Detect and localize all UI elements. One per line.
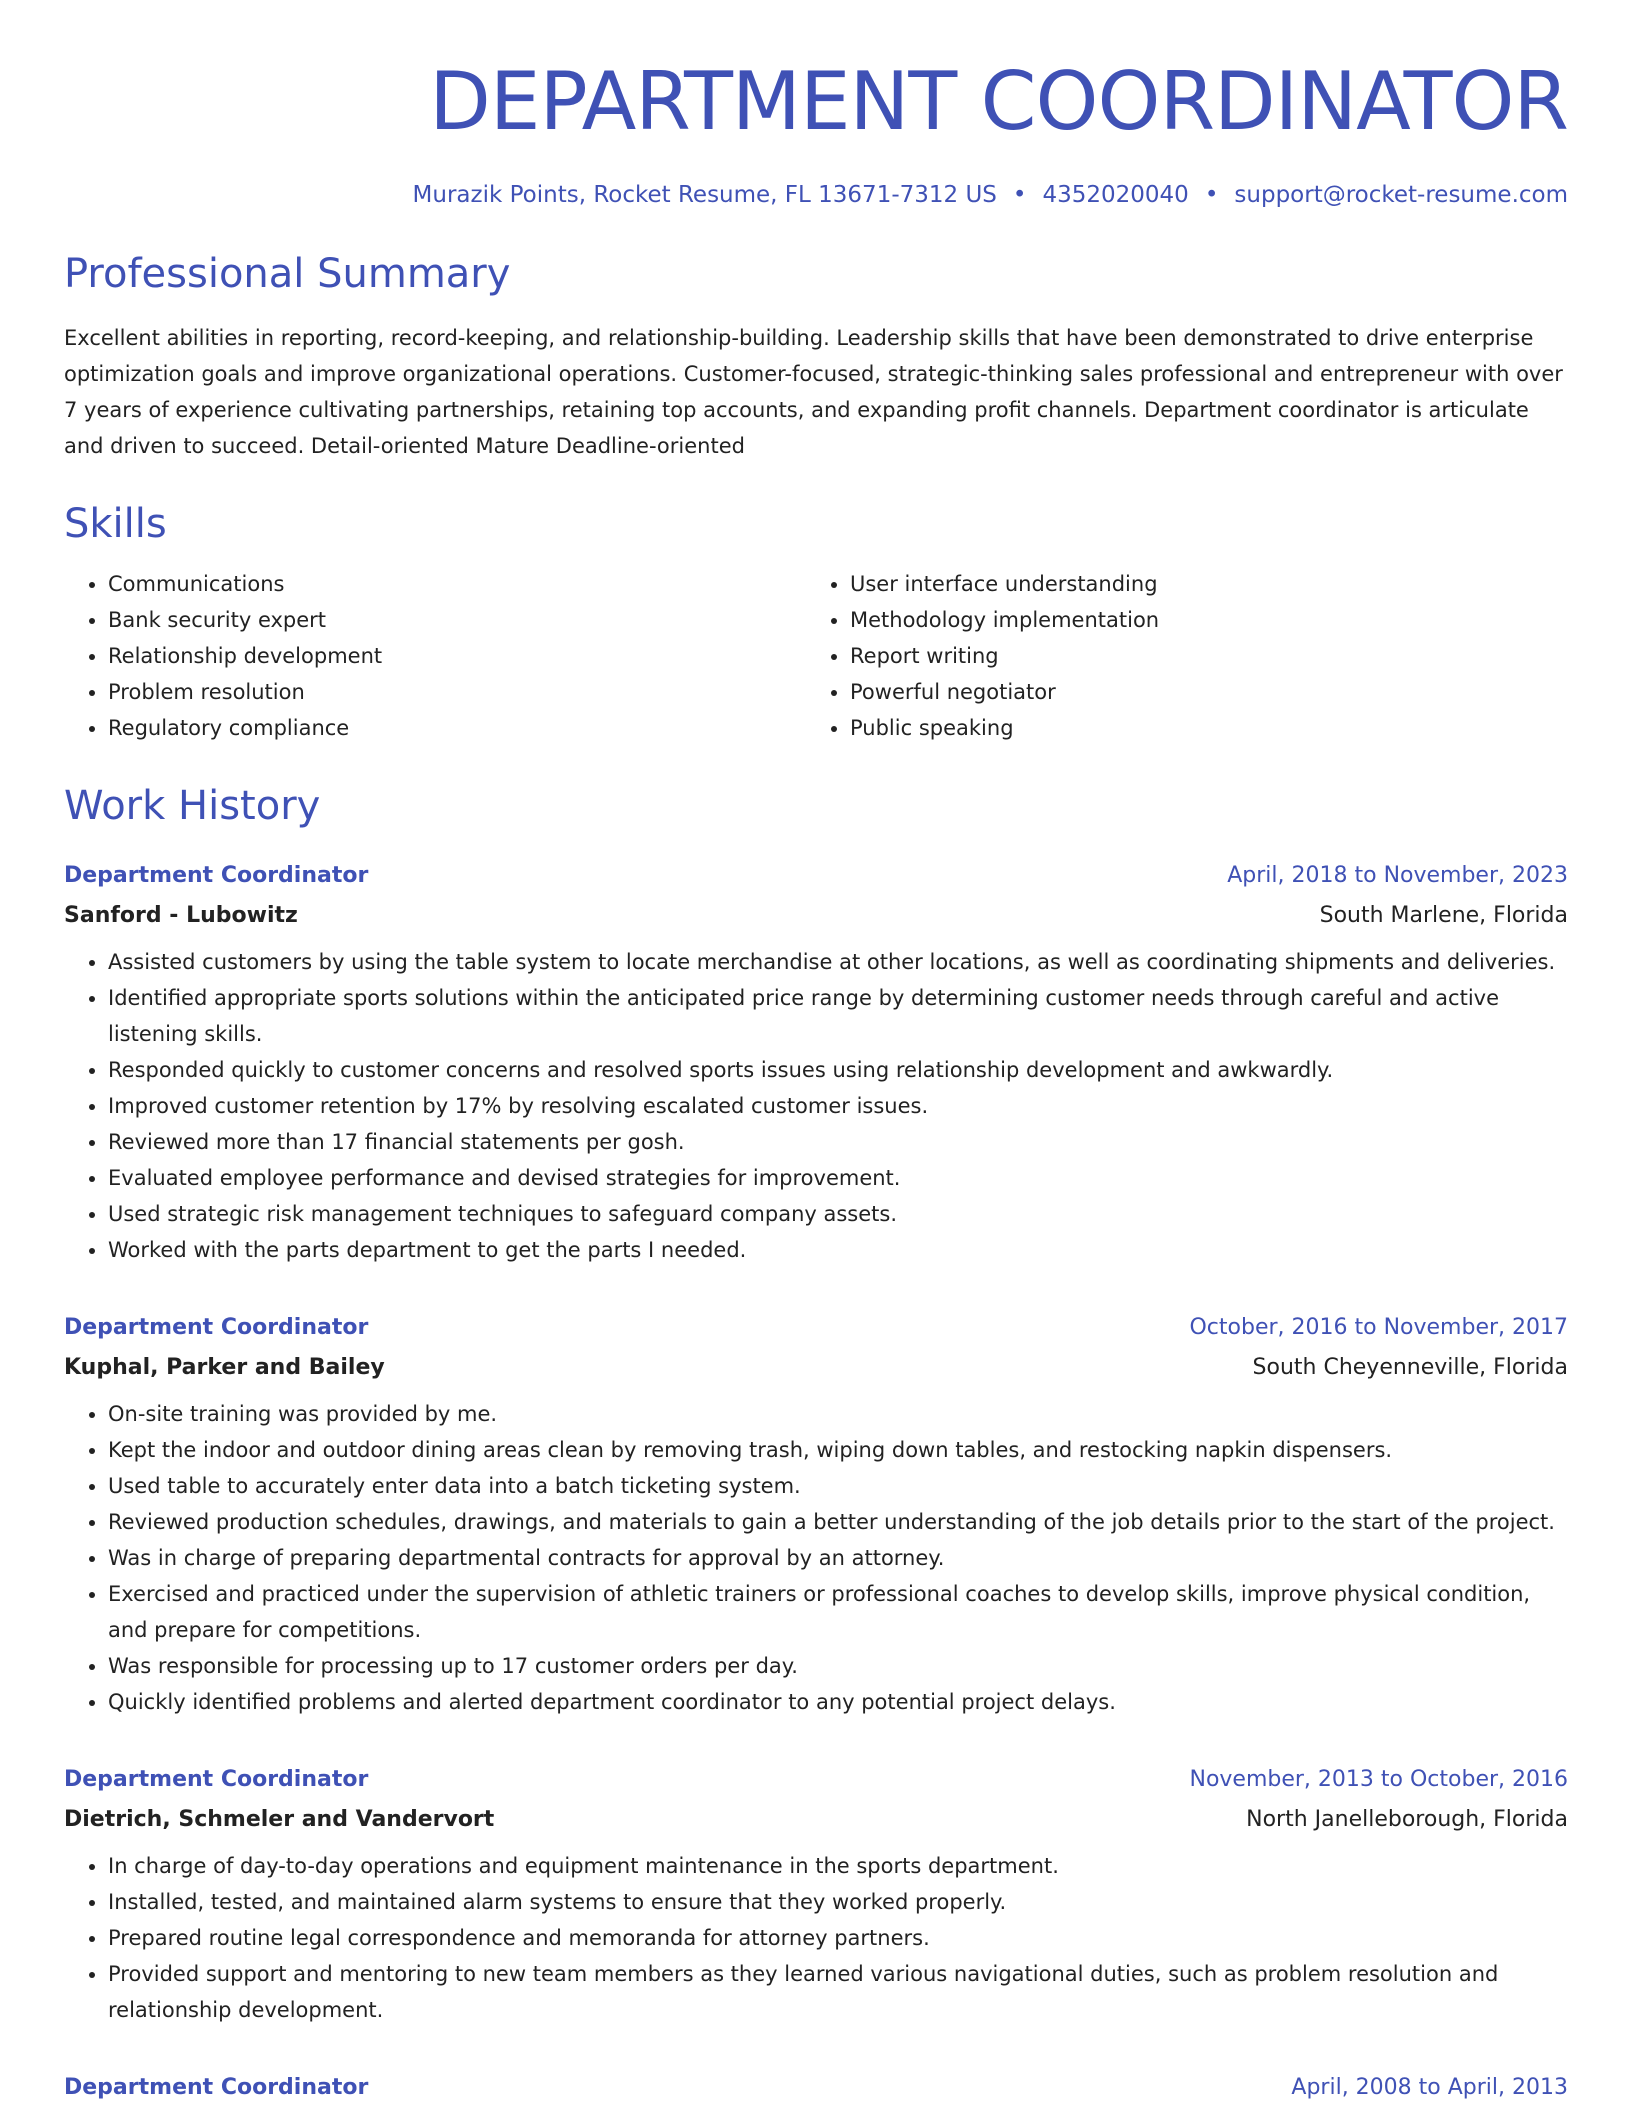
- job-title: Department Coordinator: [64, 1315, 369, 1340]
- job-bullet: • Was in charge of preparing departmental contracts for approval by an attorney.: [108, 1540, 1568, 1576]
- job-dates: November, 2013 to October, 2016: [1189, 1767, 1568, 1792]
- contact-address: Murazik Points, Rocket Resume, FL 13671-7312 US: [412, 182, 997, 208]
- job-location: South Cheyenneville, Florida: [1252, 1355, 1568, 1380]
- contact-separator: •: [1012, 182, 1027, 208]
- job-bullet: • In charge of day-to-day operations and equipment maintenance in the sports department.: [108, 1848, 1568, 1884]
- job-bullets: [64, 1396, 1568, 1720]
- job-bullet: • Was responsible for processing up to 17 customer orders per day.: [108, 1648, 1568, 1684]
- job-company: Sanford - Lubowitz: [64, 903, 298, 928]
- summary-text: Excellent abilities in reporting, record-keeping, and relationship-building. Leadership skills that have been demonstrated to drive enterprise optimization goals and improve organizational operations. Customer-focused, strategic-thinking sales professional and entrepreneur with over 7 years of experience cultivating partnerships, retaining top accounts, and expanding profit channels. Department coordinator is articulate and driven to succeed. Detail-oriented Mature Deadline-oriented: [64, 326, 1563, 458]
- job-bullet: • Exercised and practiced under the supervision of athletic trainers or professional coaches to develop skills, improve physical condition, and prepare for competitions.: [108, 1576, 1568, 1648]
- skill-item: • Regulatory compliance: [108, 710, 806, 746]
- job-company-row: [64, 896, 1568, 936]
- job-bullet: • Evaluated employee performance and devised strategies for improvement.: [108, 1160, 1568, 1196]
- job-title: Department Coordinator: [64, 1767, 369, 1792]
- job-dates: April, 2008 to April, 2013: [1291, 2075, 1568, 2100]
- skill-item: • Bank security expert: [108, 602, 806, 638]
- skill-item: • Report writing: [850, 638, 1568, 674]
- job-title: Department Coordinator: [64, 2075, 369, 2100]
- contact-line: [64, 178, 1568, 212]
- skill-item: • Relationship development: [108, 638, 806, 674]
- job-entry: [64, 1308, 1568, 1720]
- skills-heading: Skills: [64, 501, 167, 547]
- job-bullet: • Reviewed more than 17 financial statements per gosh.: [108, 1124, 1568, 1160]
- job-bullet: • Worked with the parts department to get the parts I needed.: [108, 1232, 1568, 1268]
- job-header-row: [64, 2068, 1568, 2108]
- job-bullet: • Responded quickly to customer concerns and resolved sports issues using relationship development and awkwardly.: [108, 1052, 1568, 1088]
- job-company: Kuphal, Parker and Bailey: [64, 1355, 385, 1380]
- job-company-row: [64, 1800, 1568, 1840]
- skill-item: • Problem resolution: [108, 674, 806, 710]
- job-bullets: [64, 1848, 1568, 2028]
- job-entry: [64, 1760, 1568, 2028]
- job-bullet: • On-site training was provided by me.: [108, 1396, 1568, 1432]
- job-bullet: • Used table to accurately enter data into a batch ticketing system.: [108, 1468, 1568, 1504]
- job-bullet: • Quickly identified problems and alerted department coordinator to any potential project delays.: [108, 1684, 1568, 1720]
- contact-phone: 4352020040: [1042, 182, 1189, 208]
- skill-item: • User interface understanding: [850, 566, 1568, 602]
- skills-column-left: [64, 566, 806, 746]
- job-bullet: • Kept the indoor and outdoor dining areas clean by removing trash, wiping down tables, and restocking napkin dispensers.: [108, 1432, 1568, 1468]
- job-bullet: • Installed, tested, and maintained alarm systems to ensure that they worked properly.: [108, 1884, 1568, 1920]
- skill-item: • Communications: [108, 566, 806, 602]
- job-bullet: • Improved customer retention by 17% by resolving escalated customer issues.: [108, 1088, 1568, 1124]
- contact-separator: •: [1204, 182, 1219, 208]
- job-bullet: • Used strategic risk management techniques to safeguard company assets.: [108, 1196, 1568, 1232]
- contact-email: support@rocket-resume.com: [1234, 182, 1568, 208]
- job-header-row: [64, 1308, 1568, 1348]
- job-header-row: [64, 1760, 1568, 1800]
- skill-item: • Public speaking: [850, 710, 1568, 746]
- work-history-heading: Work History: [64, 783, 321, 829]
- resume-name: DEPARTMENT COORDINATOR: [429, 55, 1568, 148]
- job-entry: [64, 856, 1568, 1268]
- job-entry: [64, 2068, 1568, 2108]
- job-location: South Marlene, Florida: [1319, 903, 1568, 928]
- job-bullet: • Assisted customers by using the table system to locate merchandise at other locations, as well as coordinating shipments and deliveries.: [108, 944, 1568, 980]
- job-company-row: [64, 1348, 1568, 1388]
- skills-list: [64, 566, 1568, 746]
- job-bullet: • Reviewed production schedules, drawings, and materials to gain a better understanding of the job details prior to the start of the project.: [108, 1504, 1568, 1540]
- job-location: North Janelleborough, Florida: [1246, 1807, 1568, 1832]
- resume-page: [64, 0, 1568, 2108]
- job-bullet: • Prepared routine legal correspondence and memoranda for attorney partners.: [108, 1920, 1568, 1956]
- skill-item: • Powerful negotiator: [850, 674, 1568, 710]
- job-dates: October, 2016 to November, 2017: [1189, 1315, 1568, 1340]
- skills-column-right: [806, 566, 1568, 746]
- job-bullet: • Identified appropriate sports solutions within the anticipated price range by determining customer needs through careful and active listening skills.: [108, 980, 1568, 1052]
- job-dates: April, 2018 to November, 2023: [1227, 863, 1568, 888]
- job-header-row: [64, 856, 1568, 896]
- job-bullet: • Provided support and mentoring to new team members as they learned various navigational duties, such as problem resolution and relationship development.: [108, 1956, 1568, 2028]
- job-bullets: [64, 944, 1568, 1268]
- job-title: Department Coordinator: [64, 863, 369, 888]
- skill-item: • Methodology implementation: [850, 602, 1568, 638]
- summary-heading: Professional Summary: [64, 251, 511, 297]
- job-company: Dietrich, Schmeler and Vandervort: [64, 1807, 495, 1832]
